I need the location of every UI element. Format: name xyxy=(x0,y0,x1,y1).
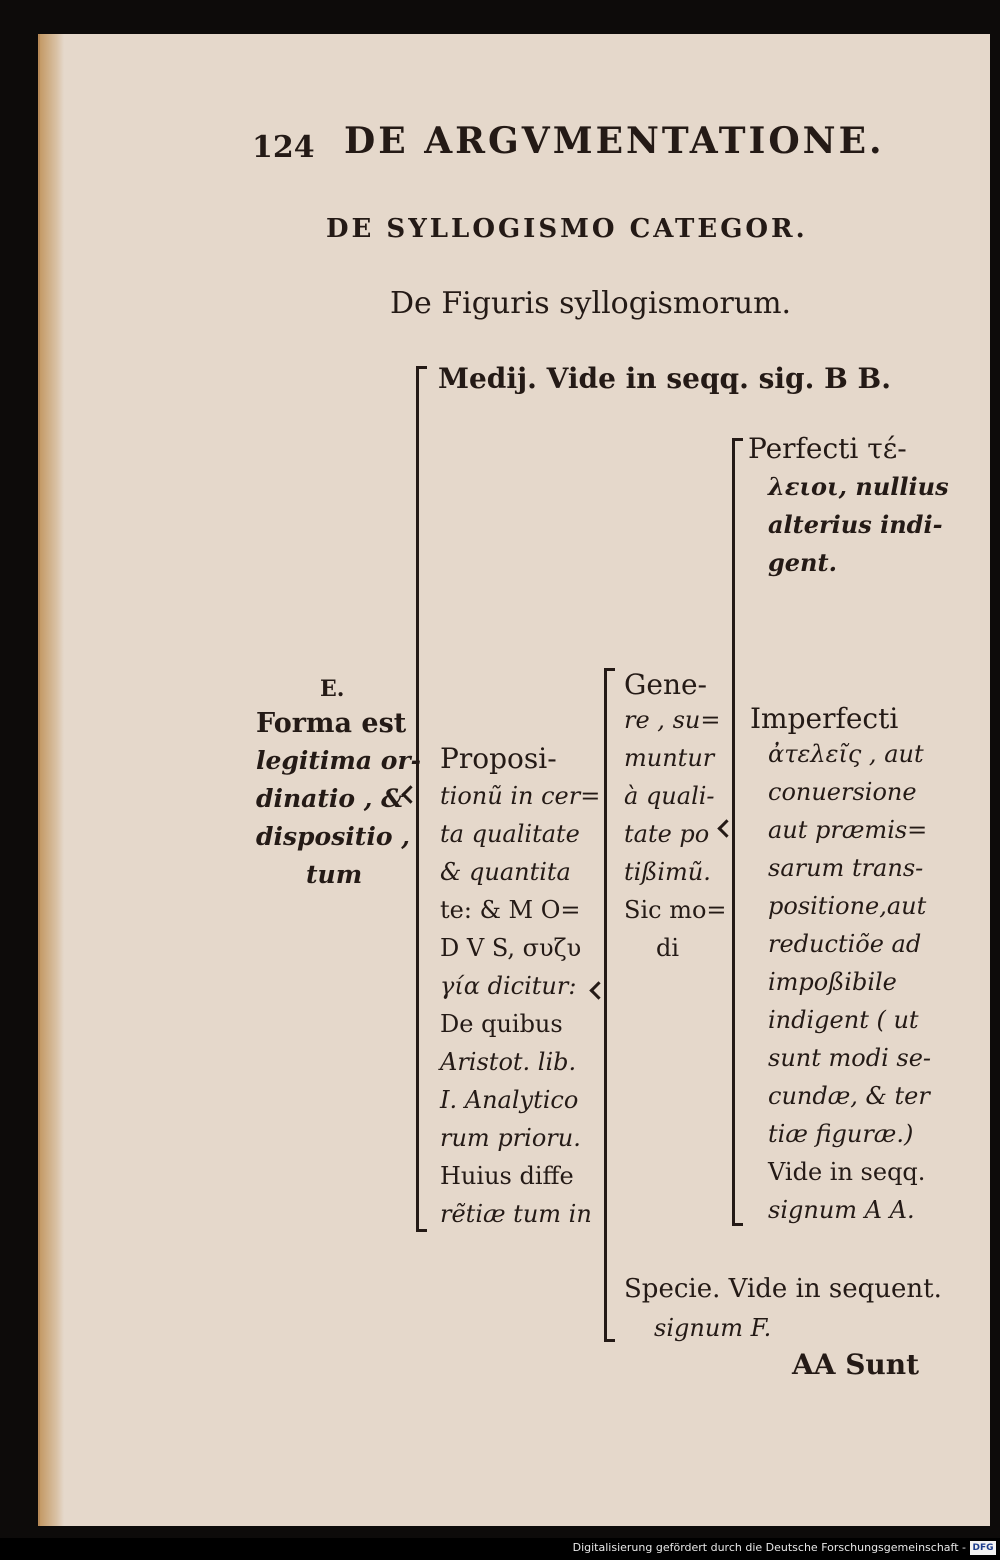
dfg-logo: DFG xyxy=(970,1541,996,1555)
perfecti-line-4: gent. xyxy=(768,548,837,577)
prop-line-2: tionũ in cer= xyxy=(440,782,601,810)
imperfecti-line-14: signum A A. xyxy=(768,1196,915,1224)
genere-line-5: tate po xyxy=(624,820,710,848)
imperfecti-line-2: ἀτελεῖς , aut xyxy=(768,740,924,768)
imperfecti-line-1: Imperfecti xyxy=(750,702,899,735)
imperfecti-line-8: impoßibile xyxy=(768,968,897,996)
medii-branch: Medij. Vide in seqq. sig. B B. xyxy=(438,362,891,395)
prop-line-11: rum prioru. xyxy=(440,1124,581,1152)
page-number: 124 xyxy=(252,130,315,165)
left-line-4: dispositio , xyxy=(256,822,410,851)
genere-line-8: di xyxy=(656,934,680,962)
section-title: DE SYLLOGISMO CATEGOR. xyxy=(326,214,808,244)
footer-text: Digitalisierung gefördert durch die Deutsche Forschungsgemeinschaft - xyxy=(572,1541,966,1554)
prop-line-3: ta qualitate xyxy=(440,820,580,848)
footer-bar xyxy=(0,1538,1000,1560)
left-line-5: tum xyxy=(306,860,363,889)
imperfecti-line-11: cundæ, & ter xyxy=(768,1082,930,1110)
imperfecti-line-7: reductiõe ad xyxy=(768,930,922,958)
prop-line-9: Aristot. lib. xyxy=(440,1048,577,1076)
imperfecti-line-10: sunt modi se- xyxy=(768,1044,932,1072)
genere-line-4: à quali- xyxy=(624,782,715,810)
imperfecti-line-3: conuersione xyxy=(768,778,917,806)
prop-line-12: Huius diffe xyxy=(440,1162,574,1190)
second-brace xyxy=(604,668,615,1342)
specie-line-1: Specie. Vide in sequent. xyxy=(624,1274,942,1304)
imperfecti-line-13: Vide in seqq. xyxy=(768,1158,926,1186)
main-brace xyxy=(416,366,427,1232)
subsection-title: De Figuris syllogismorum. xyxy=(390,286,792,321)
prop-line-13: rẽtiæ tum in xyxy=(440,1200,592,1228)
left-line-1: Forma est xyxy=(256,708,407,739)
genere-line-3: muntur xyxy=(624,744,715,772)
running-title: DE ARGVMENTATIONE. xyxy=(344,120,885,162)
genere-line-2: re , su= xyxy=(624,706,721,734)
perfecti-line-3: alterius indi- xyxy=(768,510,943,539)
imperfecti-line-12: tiæ figuræ.) xyxy=(768,1120,914,1148)
left-line-2: legitima or- xyxy=(256,746,422,775)
specie-line-2: signum F. xyxy=(654,1314,772,1342)
prop-line-4: & quantita xyxy=(440,858,571,886)
genere-line-7: Sic mo= xyxy=(624,896,727,924)
prop-line-1: Proposi- xyxy=(440,742,557,775)
prop-line-10: I. Analytico xyxy=(440,1086,579,1114)
genere-line-6: tißimũ. xyxy=(624,858,711,886)
imperfecti-line-5: sarum trans- xyxy=(768,854,924,882)
catchword: AA Sunt xyxy=(792,1348,920,1381)
section-marker: E. xyxy=(320,676,345,702)
imperfecti-line-4: aut præmis= xyxy=(768,816,928,844)
page-gutter xyxy=(40,34,64,1526)
perfecti-line-1: Perfecti τέ- xyxy=(748,432,907,465)
perfecti-line-2: λειοι, nullius xyxy=(768,472,949,501)
prop-line-5: te: & M O= xyxy=(440,896,581,924)
imperfecti-line-6: positione,aut xyxy=(768,892,927,920)
left-line-3: dinatio , & xyxy=(256,784,404,813)
prop-line-8: De quibus xyxy=(440,1010,563,1038)
prop-line-7: γία dicitur: xyxy=(440,972,577,1000)
third-brace xyxy=(732,438,743,1226)
genere-line-1: Gene- xyxy=(624,668,708,701)
prop-line-6: D V S, συζυ xyxy=(440,934,582,962)
imperfecti-line-9: indigent ( ut xyxy=(768,1006,919,1034)
